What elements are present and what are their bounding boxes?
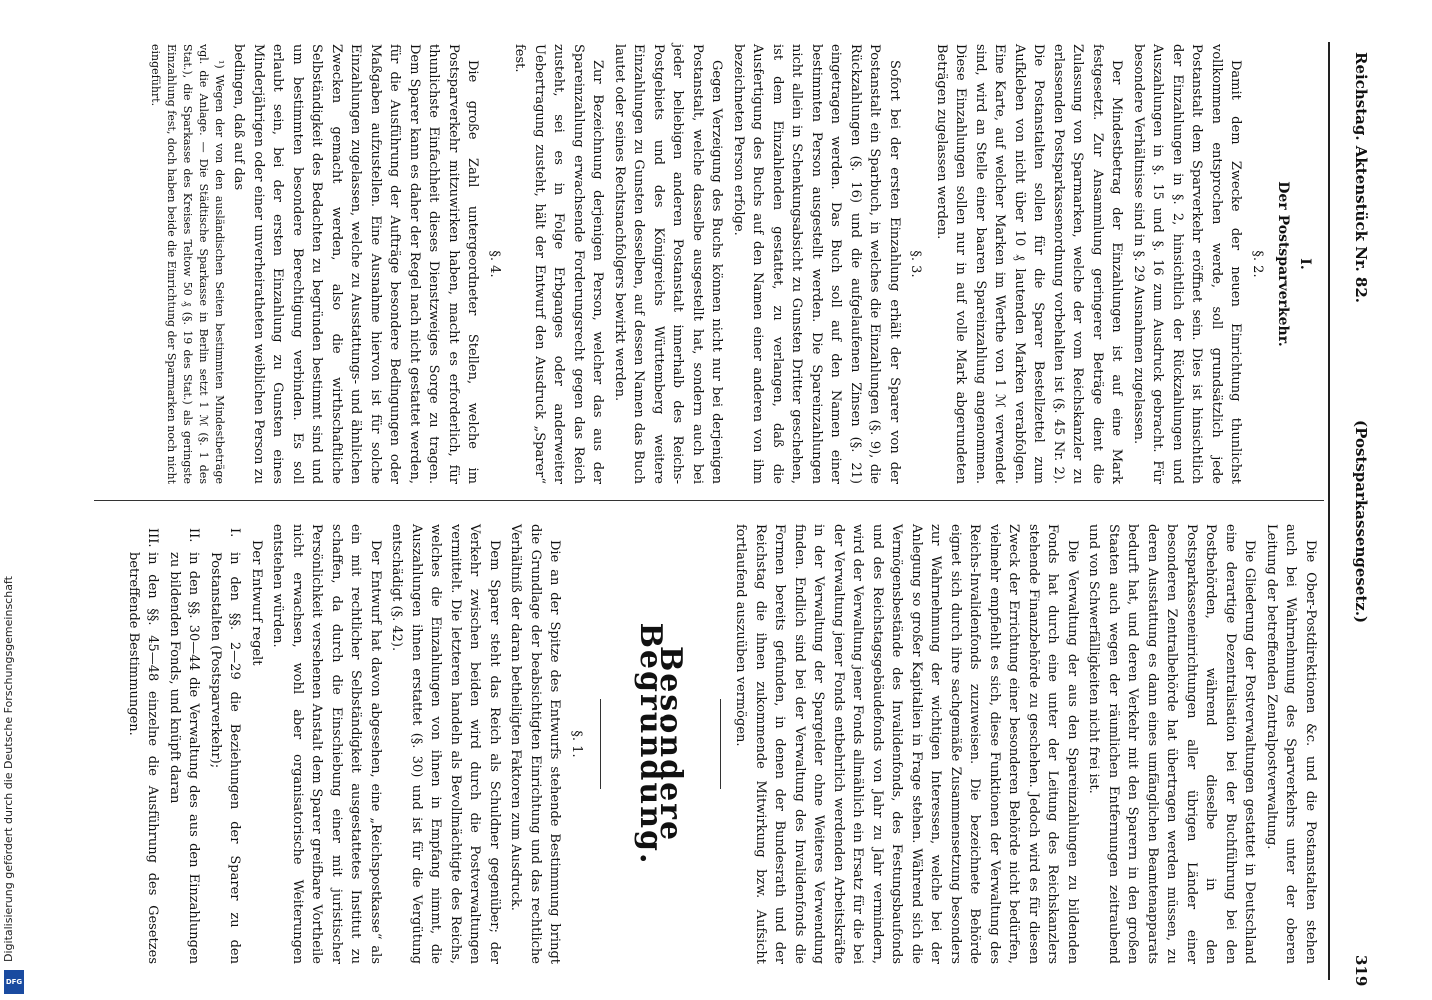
body-text: Der Mindestbetrag der Einzahlungen ist auf eine Mark festgesetzt. Zur Ansammlung geringerer Beträge dient die Zulassung von Sparmarken, welche der vom Reichskanzler zu erlassenden Postsparkassenordnung vorbehalten ist (§. 45 Nr. 2). Die Postanstalten sollen für die Sparer Bestellzettel zum Aufkleben von nicht über 10 ₰ lautenden Marken verabfolgen. Eine Karte, auf welcher Marken im Werthe von 1 ℳ verwendet sind, wird an Stelle einer baaren Spareinzahlung angenommen. Diese Einzahlungen sollen nur in auf volle Mark abgerundeten Beträgen zugelassen werden. bbox=[934, 44, 1125, 484]
right-column bbox=[122, 524, 1321, 964]
paragraph-heading: §. 1. bbox=[569, 730, 584, 758]
list-text: in den §§. 30—44 die Verwaltung des aus den Einzahlungen zu bildenden Fonds, und knüpft daran bbox=[167, 552, 202, 964]
paragraph-heading: §. 2. bbox=[1250, 250, 1265, 278]
list-text: in den §§. 45—48 einzelne die Ausführung des Gesetzes betreffende Bestimmungen. bbox=[126, 552, 161, 964]
left-column bbox=[145, 44, 1320, 484]
list-item bbox=[124, 524, 163, 964]
header-rule bbox=[1328, 42, 1330, 980]
body-text: Der Entwurf hat davon abgesehen, eine „Reichspostkasse“ als ein mit rechtlicher Selbständigkeit ausgestattetes Institut zu schaffen, da durch die Einschiebung einer mit juristischer Persönlichkeit versehenen Anstalt dem Sparer greifbare Vortheile nicht erwachsen, wohl aber organisatorische Weiterungen entstehen würden. bbox=[270, 524, 383, 964]
body-text: Damit dem Zwecke der neuen Einrichtung thunlichst vollkommen entsprochen werde, soll grundsätzlich jede Postanstalt dem Sparverkehr eröffnet sein. Dies ist hinsichtlich der Einzahlungen in §. 2, hinsichtlich der Rückzahlungen und Auszahlungen in §. 15 und §. 16 zum Ausdruck gebracht. Für besondere Verhältnisse sind in §. 29 Ausnahmen zugelassen. bbox=[1131, 44, 1244, 484]
paragraph-heading: §. 4. bbox=[487, 250, 502, 278]
body-text: Die große Zahl untergeordneter Stellen, welche im Postsparverkehr mitzuwirken haben, macht es erforderlich, für thunlichste Einfachheit dieses Dienstzweiges Sorge zu tragen. Dem Sparer kann es daher der Regel nach nicht gestattet werden, für die Ausführung der Aufträge besondere Bedingungen oder Maßgaben aufzustellen. Eine Ausnahme hiervon ist für solche Einzahlungen zugelassen, welche zu Ausstattungs- und ähnlichen Zwecken gemacht werden, also die wirthschaftliche Selbständigkeit des Bedachten zu begründen bestimmt sind und um bestimmten besondere Berechtigung verbinden. Es soll erlaubt sein, bei der ersten Einzahlung zu Gunsten eines Minderjährigen oder einer unverheiratheten weiblichen Person zu bedingen, daß auf das bbox=[231, 44, 481, 484]
header-left: Reichstag. Aktenstück Nr. 82. bbox=[1352, 52, 1370, 303]
list-number: III. bbox=[145, 528, 161, 548]
column-divider bbox=[94, 500, 1324, 501]
section-number: I. bbox=[1297, 258, 1313, 270]
body-text: Die Gliederung der Postverwaltungen gestattet in Deutschland eine derartige Dezentralisation bei der Buchführung bei den Postbehörden, während dieselbe in den Postsparkasseneinrichtungen aller übrigen Länder einer besonderen Zentralbehörde hat übertragen werden müssen, zu deren Ausstattung es dann eines umfänglichen Beamtenapparats bedurft hat, und deren Verkehr mit den Sparern in den großen Staaten auch wegen der räumlichen Entfernungen zeitraubend und von Schwerfälligkeiten nicht frei ist. bbox=[1086, 524, 1258, 964]
header-center: (Postsparkassengesetz.) bbox=[1352, 420, 1370, 624]
list-number: I. bbox=[227, 528, 243, 538]
list-number: II. bbox=[186, 528, 202, 543]
list-item bbox=[165, 524, 204, 964]
paragraph-heading: §. 3. bbox=[908, 250, 924, 278]
body-text: Sofort bei der ersten Einzahlung erhält der Sparer von der Postanstalt ein Sparbuch, in welches die Einzahlungen (§. 9), die Rückzahlungen (§. 16) und die aufgelaufenen Zinsen (§. 21) eingetragen werden. Das Buch soll auf den Namen einer bestimmten Person ausgestellt werden. Die Spareinzahlungen nicht allein in Schenkungsabsicht zu Gunsten Dritter geschehen, ist dem Einzahlenden gestattet, zu verlangen, daß die Ausfertigung des Buchs auf den Namen einer anderen von ihm bezeichneten Person erfolge. bbox=[731, 44, 902, 484]
running-header bbox=[1340, 0, 1370, 1000]
dfg-logo: DFG bbox=[4, 970, 24, 994]
body-text: Dem Sparer steht das Reich als Schuldner gegenüber; der Verkehr zwischen beiden wird durch die Postverwaltungen vermittelt. Die letzteren handeln als Bevollmächtigte des Reichs, welches die Einzahlungen von ihnen in Empfang nimmt, die Auszahlungen ihnen erstattet (§. 30) und ist für die Vergütung entschädigt (§. 42). bbox=[389, 524, 502, 964]
body-text: Die Verwaltung der aus den Spareinzahlungen zu bildenden Fonds hat durch eine unter der Leitung des Reichskanzlers stehende Finanzbehörde zu geschehen. Jedoch wird es für diesen Zweck der Errichtung einer besonderen Behörde nicht bedürfen, vielmehr empfiehlt es sich, diese Funktionen der Verwaltung des Reichs-Invalidenfonds zuzuweisen. Die bezeichnete Behörde eignet sich durch ihre sachgemäße Zusammensetzung besonders zur Wahrnehmung der wichtigen Interessen, welche bei der Anlegung so großer Kapitalien in Frage stehen. Während sich die Vermögensbestände des Invalidenfonds, des Festungsbaufonds und des Reichstagsgebäudefonds von Jahr zu Jahr vermindern, wird der Verwaltung jener Fonds allmählich ein Ersatz für die bei der Verwaltung jener Fonds entbehrlich werdenden Arbeitskräfte in der Verwaltung der Spargelder ohne Weiteres Verwendung finden. Endlich sind bei der Verwaltung des Invalidenfonds die Formen bereits gefunden, in denen der Bundesrath und der Reichstag die ihnen zukommende Mitwirkung bzw. Aufsicht fortlaufend auszuüben vermögen. bbox=[733, 524, 1080, 964]
list-text: in den §§. 2—29 die Beziehungen der Sparer zu den Postanstalten (Postsparverkehr); bbox=[208, 552, 243, 964]
section-title: Der Postsparverkehr. bbox=[1275, 181, 1292, 347]
body-text: Die Ober-Postdirektionen &c. und die Postanstalten stehen auch bei Wahrnehmung des Sparverkehrs unter der oberen Leitung der betreffenden Zentralpostverwaltung. bbox=[1264, 524, 1318, 964]
separator-rule bbox=[600, 699, 601, 789]
body-text: Die an der Spitze des Entwurfs stehende Bestimmung bringt die Grundlage der beabsichtigten Einrichtung und das rechtliche Verhältniß der daran betheiligten Faktoren zum Ausdruck. bbox=[508, 524, 563, 964]
page-number: 319 bbox=[1352, 955, 1370, 987]
outline-list bbox=[124, 524, 245, 964]
body-text: Der Entwurf regelt bbox=[249, 540, 264, 666]
list-item bbox=[206, 524, 245, 964]
body-text: Gegen Verzeigung des Buchs können nicht nur bei derjenigen Postanstalt, welche dasselbe ausgestellt hat, sondern auch bei jeder beliebigen anderen Postanstalt innerhalb des Reichs-Postgebiets und des Königreichs Württemberg weitere Einzahlungen zu Gunsten desselben, auf dessen Namen das Buch lautet oder seines Rechtsnachfolgers bewirkt werden. bbox=[612, 44, 725, 484]
separator-rule bbox=[720, 699, 721, 789]
body-text: Zur Bezeichnung derjenigen Person, welcher das aus der Spareinzahlung erwachsende Forderungsrecht gegen das Reich zusteht, sei es in Folge Erbganges oder anderweiter Uebertragung zusteht, hält der Entwurf den Ausdruck „Sparer“ fest. bbox=[512, 44, 606, 484]
footnote: ¹) Wegen der von den ausländischen Seiten bestimmten Mindestbeträge vgl. die Anlage. — Die Städtische Sparkasse in Berlin setzt 1 ℳ (§. 1 des Stat.), die Sparkasse des Kreises Teltow 50 ₰ (§. 19 des Stat.) als geringste Einzahlung fest, doch haben beide die Einrichtung der Sparmarken noch nicht eingeführt. bbox=[149, 44, 226, 484]
funding-credit: Digitalisierung gefördert durch die Deutsche Forschungsgemeinschaft bbox=[2, 576, 15, 962]
main-title: Besondere Begründung. bbox=[633, 622, 688, 866]
